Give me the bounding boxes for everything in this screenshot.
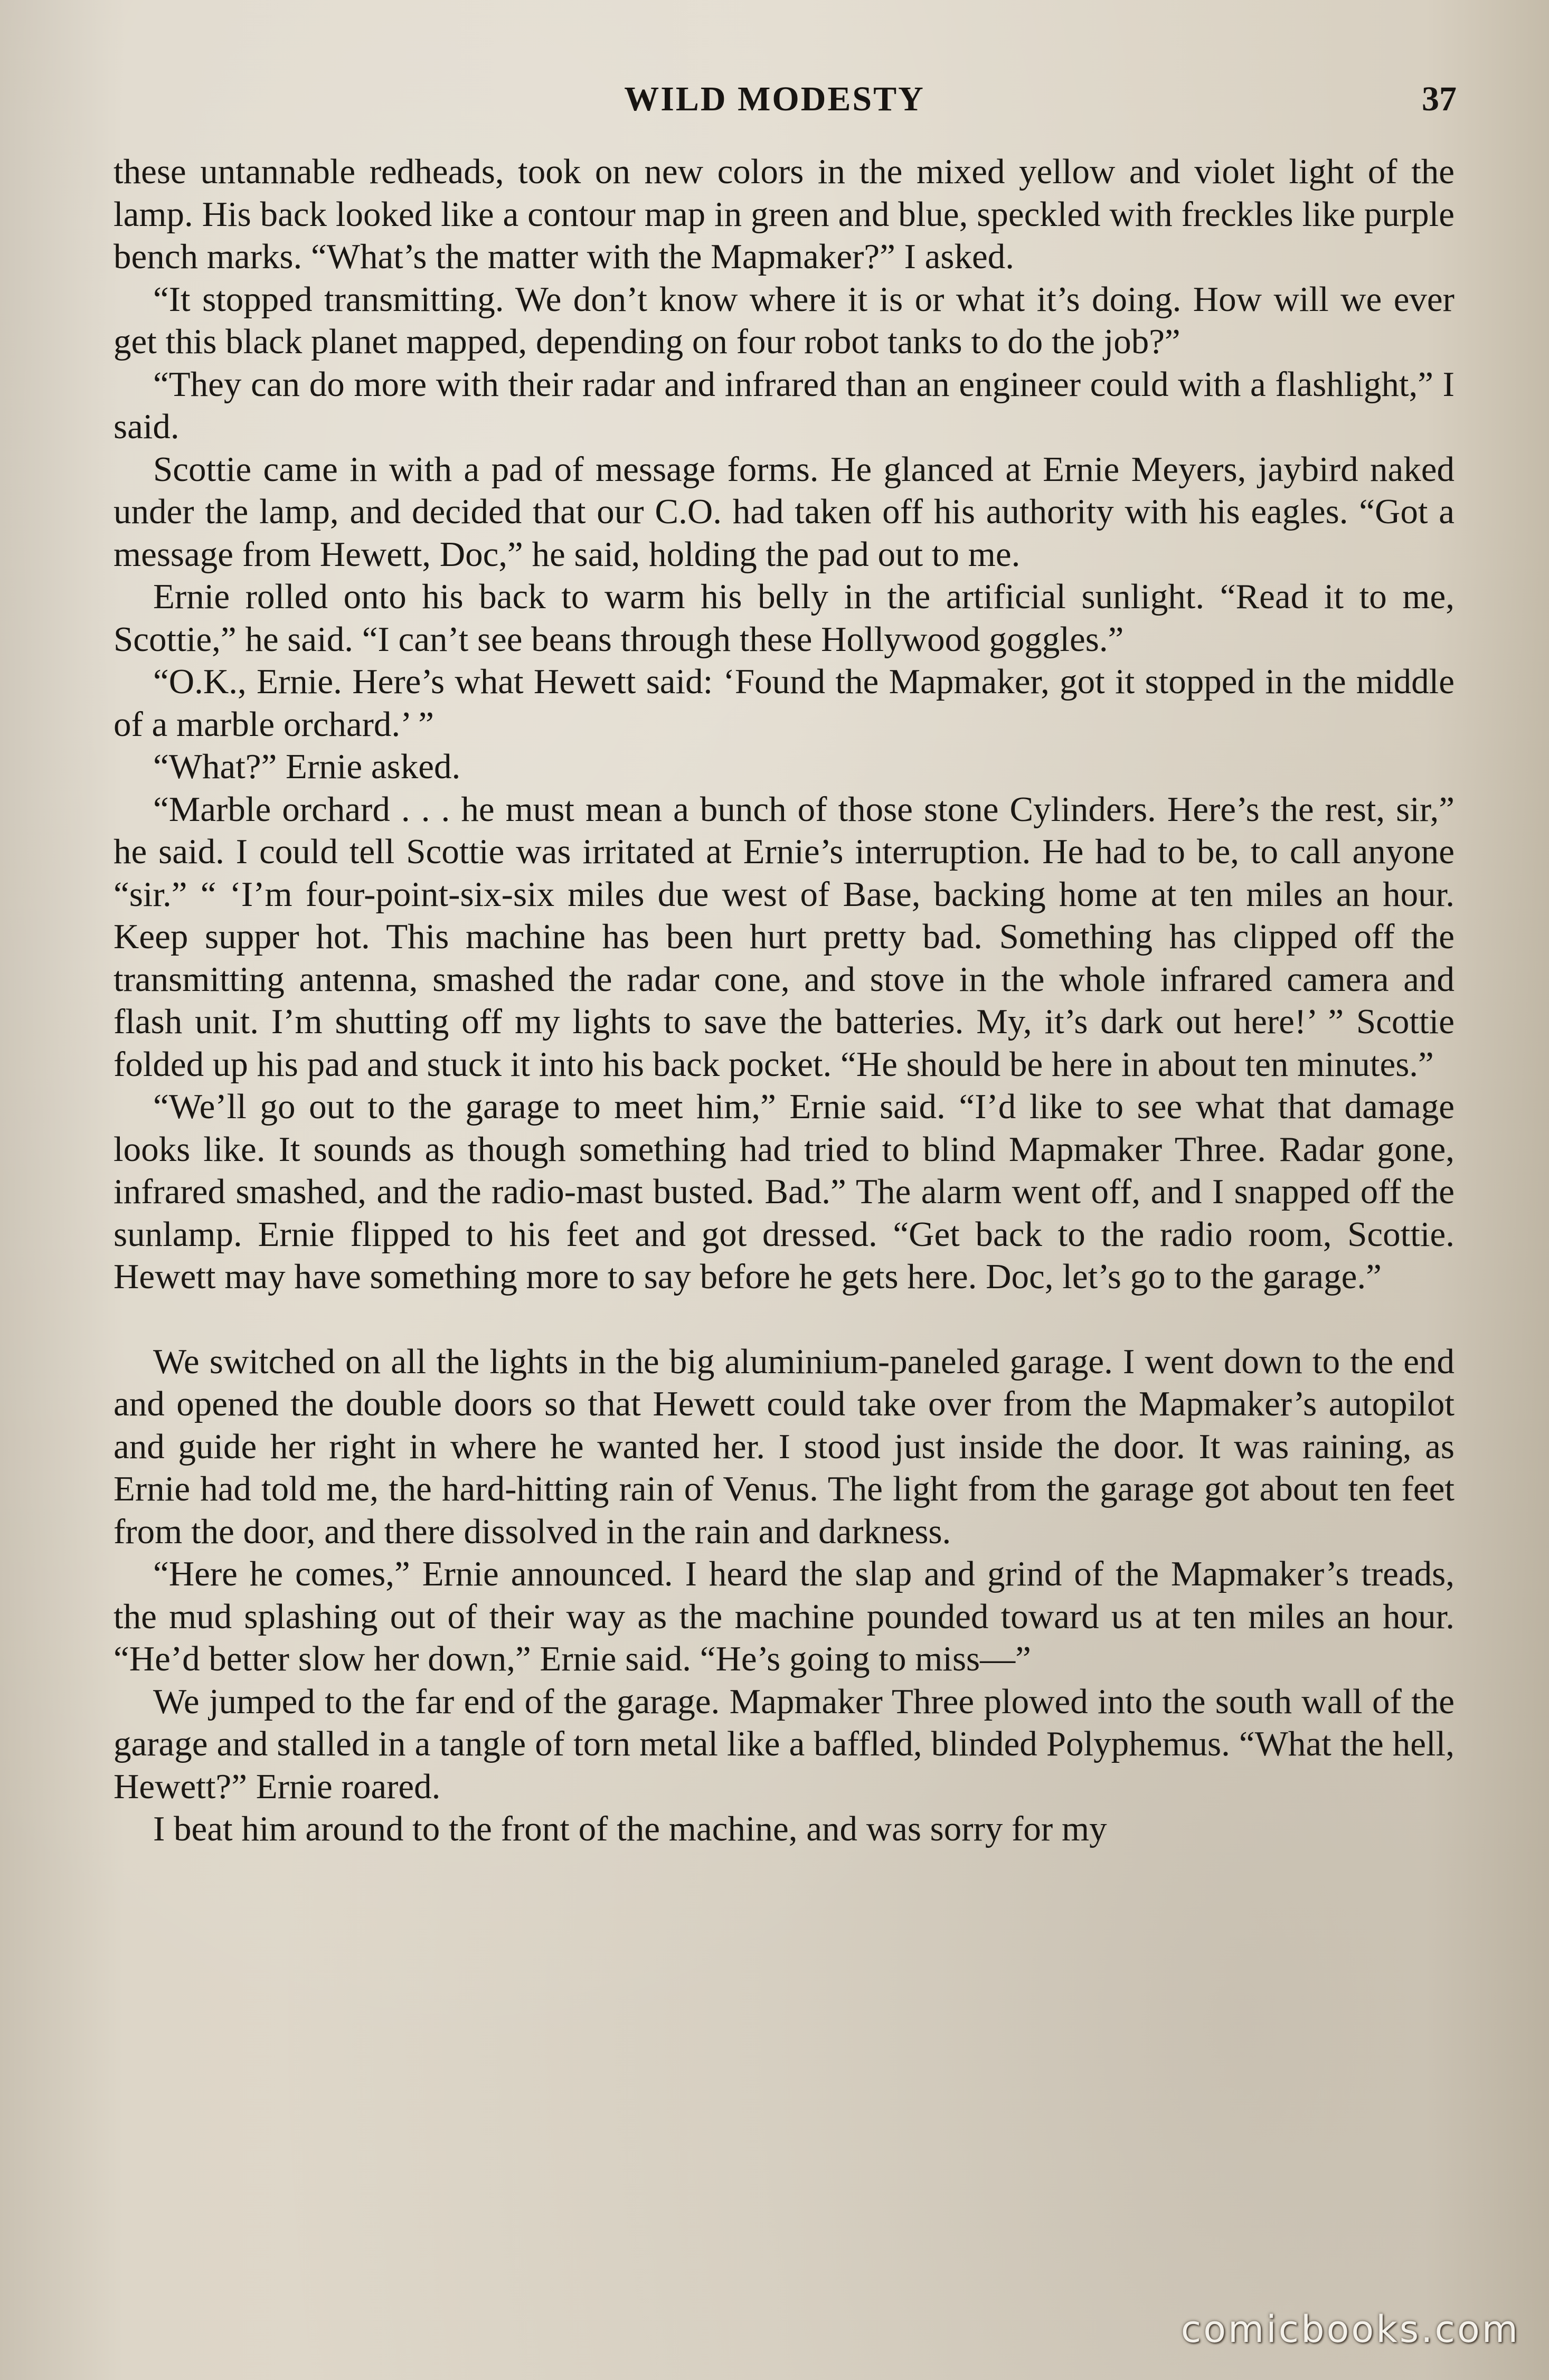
paragraph: these untannable redheads, took on new colors in the mixed yellow and violet light of the lamp. His back looked like a contour map in green and blue, speckled with freckles like purple bench marks. “What’s the matter with the Mapmaker?” I asked.: [114, 152, 1454, 276]
page-header: [0, 79, 1549, 127]
paragraph: We jumped to the far end of the garage. Mapmaker Three plowed into the south wall of the garage and stalled in a tangle of torn metal like a baffled, blinded Polyphemus. “What the hell, Hewett?” Ernie roared.: [114, 1682, 1454, 1806]
running-title: WILD MODESTY: [624, 80, 925, 118]
paragraph: “O.K., Ernie. Here’s what Hewett said: ‘Found the Mapmaker, got it stopped in the middle of a marble orchard.’ ”: [114, 662, 1454, 744]
body-text: [114, 150, 1454, 1850]
paragraph: “Here he comes,” Ernie announced. I heard the slap and grind of the Mapmaker’s treads, the mud splashing out of their way as the machine pounded toward us at ten miles an hour. “He’d better slow her down,” Ernie said. “He’s going to miss—”: [114, 1554, 1454, 1678]
paragraph: I beat him around to the front of the machine, and was sorry for my: [153, 1809, 1107, 1848]
paragraph: “They can do more with their radar and infrared than an engineer could with a flashlight,” I said.: [114, 364, 1454, 446]
paragraph: We switched on all the lights in the big aluminium-paneled garage. I went down to the end and opened the double doors so that Hewett could take over from the Mapmaker’s autopilot and guide her right in where he wanted her. I stood just inside the door. It was raining, as Ernie had told me, the hard-hitting rain of Venus. The light from the garage got about ten feet from the door, and there dissolved in the rain and darkness.: [114, 1342, 1454, 1551]
paragraph: “Marble orchard . . . he must mean a bunch of those stone Cylinders. Here’s the rest, sir,” he said. I could tell Scottie was irritated at Ernie’s interruption. He had to be, to call anyone “sir.” “ ‘I’m four-point-six-six miles due west of Base, backing home at ten miles an hour. Keep supper hot. This machine has been hurt pretty bad. Something has clipped off the transmitting antenna, smashed the radar cone, and stove in the whole infrared camera and flash unit. I’m shutting off my lights to save the batteries. My, it’s dark out here!’ ” Scottie folded up his pad and stuck it into his back pocket. “He should be here in about ten minutes.”: [114, 789, 1454, 1084]
paragraph: “It stopped transmitting. We don’t know where it is or what it’s doing. How will we ever get this black planet mapped, depending on four robot tanks to do the job?”: [114, 279, 1454, 361]
paragraph: “What?” Ernie asked.: [153, 747, 461, 786]
paragraph: Ernie rolled onto his back to warm his belly in the artificial sunlight. “Read it to me, Scottie,” he said. “I can’t see beans through these Hollywood goggles.”: [114, 577, 1454, 659]
paragraph: “We’ll go out to the garage to meet him,” Ernie said. “I’d like to see what that damage looks like. It sounds as though something had tried to blind Mapmaker Three. Radar gone, infrared smashed, and the radio-mast busted. Bad.” The alarm went off, and I snapped off the sunlamp. Ernie flipped to his feet and got dressed. “Get back to the radio room, Scottie. Hewett may have something more to say before he gets here. Doc, let’s go to the garage.”: [114, 1087, 1454, 1296]
paragraph: Scottie came in with a pad of message forms. He glanced at Ernie Meyers, jaybird naked under the lamp, and decided that our C.O. had taken off his authority with his eagles. “Got a message from Hewett, Doc,” he said, holding the pad out to me.: [114, 449, 1454, 574]
site-watermark: comicbooks.com: [1180, 2308, 1520, 2351]
page-number: 37: [1422, 80, 1457, 118]
